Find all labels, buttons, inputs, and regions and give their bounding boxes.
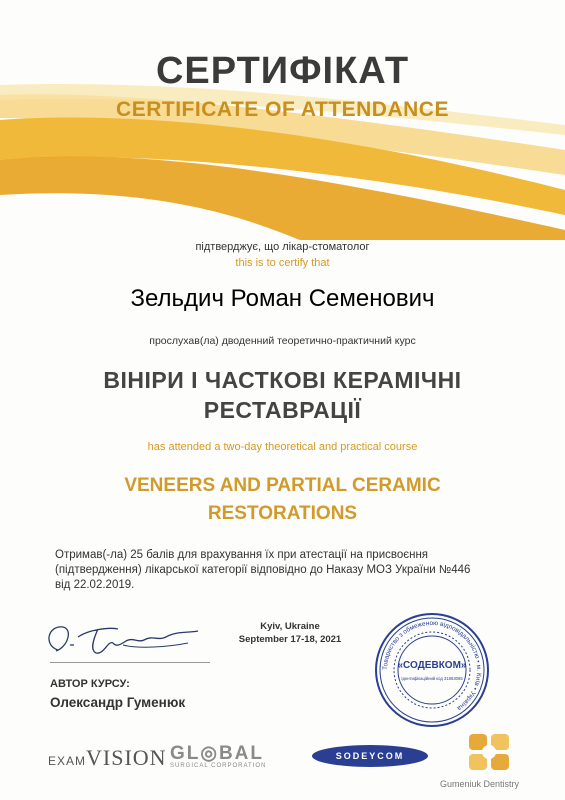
attended-text-en: has attended a two-day theoretical and practical course [147,441,418,453]
sodeycom-logo: SODEYCOM [312,745,428,767]
stamp-center-text: «СОДЕВКОМ» [397,660,467,671]
stamp-code-text: Ідентифікаційний код 31863065 [401,676,463,681]
global-logo-sub: SURGICAL CORPORATION [170,763,267,769]
points-statement [55,548,515,593]
examvision-logo-right: VISION [86,745,167,770]
author-label: АВТОР КУРСУ: [50,678,130,690]
course-title-ua-line2: РЕСТАВРАЦІЇ [203,397,362,423]
points-line2: (підтвердження) лікарської категорії відповідно до Наказу МОЗ України №446 [55,564,471,576]
gumeniuk-logo-text: Gumeniuk Dentistry [440,779,520,789]
points-line1: Отримав(-ла) 25 балів для врахування їх при атестації на присвоєння [55,549,429,561]
course-title-ua-line1: ВІНІРИ І ЧАСТКОВІ КЕРАМІЧНІ [103,367,462,393]
date-text: September 17-18, 2021 [238,634,342,645]
attended-text-ua: прослухав(ла) дводенний теоретично-практичний курс [149,335,416,347]
company-stamp [372,610,492,730]
gumeniuk-logo-icon [465,728,513,776]
place-text: Kyiv, Ukraine [260,621,320,632]
points-line3: від 22.02.2019. [55,579,135,591]
course-title-en-line1: VENEERS AND PARTIAL CERAMIC [124,475,441,496]
certificate-title: СЕРТИФІКАТ [155,50,410,92]
signature-line [50,662,210,663]
course-title-ua [60,365,505,425]
examvision-logo [48,745,167,771]
course-title-en [80,472,485,528]
place-and-date [225,620,355,646]
global-logo: GL◎BAL [170,743,265,764]
confirm-text-en: this is to certify that [235,257,330,269]
stamp-ring-text: Товариство з обмеженою відповідальністю • м. Київ • Україна [381,619,483,712]
author-name: Олександр Гуменюк [50,695,186,710]
course-title-en-line2: RESTORATIONS [207,503,358,524]
confirm-text-ua: підтверджує, що лікар-стоматолог [195,241,370,253]
certificate-subtitle: CERTIFICATE OF ATTENDANCE [116,98,449,121]
recipient-name: Зельдич Роман Семенович [130,285,435,312]
examvision-logo-left: EXAM [48,754,87,768]
